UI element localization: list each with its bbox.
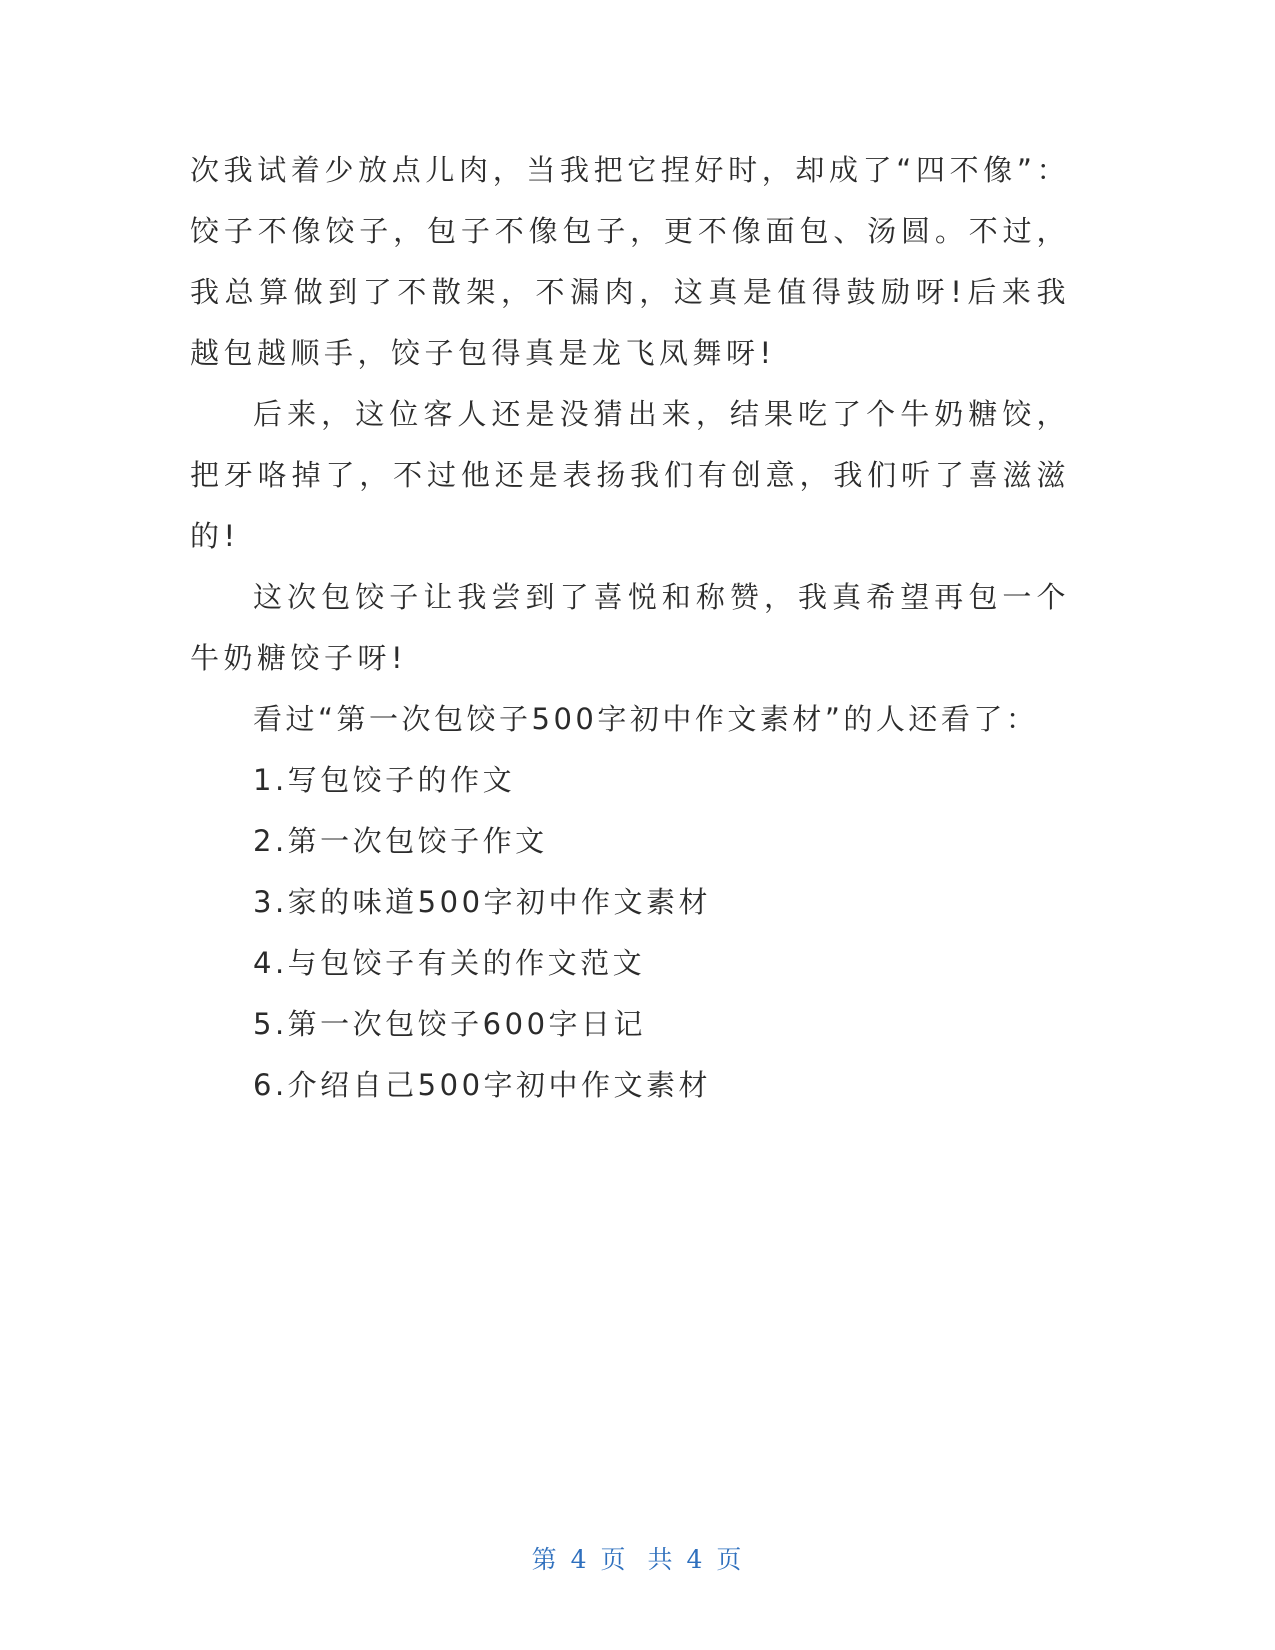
related-article-link[interactable]: 4.与包饺子有关的作文范文 xyxy=(253,946,646,980)
footer-total-pages: 4 xyxy=(686,1545,705,1574)
footer-prefix: 第 xyxy=(531,1545,559,1574)
related-article-link[interactable]: 3.家的味道500字初中作文素材 xyxy=(253,885,712,919)
footer-suffix: 页 xyxy=(716,1545,744,1574)
page-footer xyxy=(0,1540,1275,1576)
related-article-link[interactable]: 2.第一次包饺子作文 xyxy=(253,824,548,858)
related-articles-heading: 看过“第一次包饺子500字初中作文素材”的人还看了： xyxy=(253,702,1039,736)
footer-current-page: 4 xyxy=(570,1545,589,1574)
footer-middle: 页 共 xyxy=(600,1545,675,1574)
document-body xyxy=(190,140,1070,1116)
paragraph-conclusion: 这次包饺子让我尝到了喜悦和称赞，我真希望再包一个牛奶糖饺子呀! xyxy=(190,580,1070,675)
related-article-link[interactable]: 5.第一次包饺子600字日记 xyxy=(253,1007,647,1041)
paragraph-guest: 后来，这位客人还是没猜出来，结果吃了个牛奶糖饺，把牙咯掉了，不过他还是表扬我们有创意，我们听了喜滋滋的! xyxy=(190,397,1070,553)
paragraph-continuation: 次我试着少放点儿肉，当我把它捏好时，却成了“四不像”：饺子不像饺子，包子不像包子，更不像面包、汤圆。不过，我总算做到了不散架，不漏肉，这真是值得鼓励呀!后来我越包越顺手，饺子包得真是龙飞凤舞呀! xyxy=(190,153,1070,370)
related-article-link[interactable]: 6.介绍自己500字初中作文素材 xyxy=(253,1068,712,1102)
related-article-link[interactable]: 1.写包饺子的作文 xyxy=(253,763,516,797)
related-articles-list xyxy=(190,750,1070,1116)
